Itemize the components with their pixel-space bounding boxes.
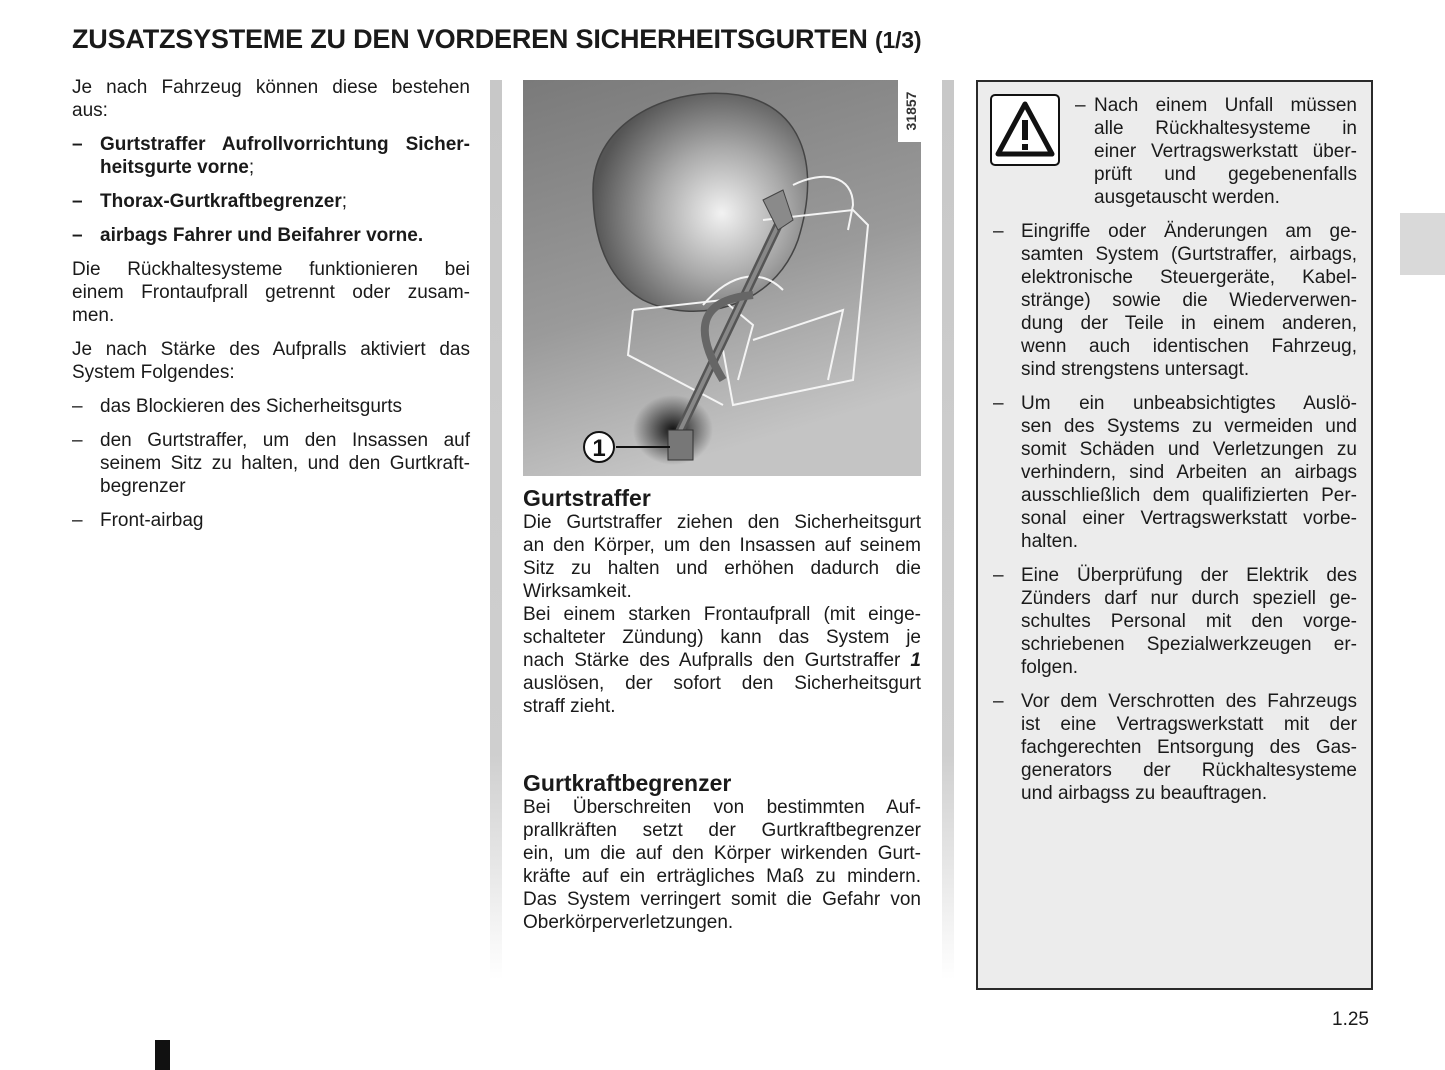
paragraph: [523, 511, 921, 603]
text-line: schultes Personal mit den vorge-: [1021, 611, 1357, 632]
text-line: sonal einer Vertragswerkstatt vorbe-: [1021, 508, 1357, 529]
text-line: halten.: [1021, 531, 1079, 552]
text-line: Je nach Fahrzeug können diese bestehen: [72, 77, 470, 98]
column-divider: [942, 80, 954, 980]
list-item: [72, 509, 470, 532]
text-line: aus:: [72, 100, 108, 121]
list-dash: –: [72, 191, 83, 212]
text-line: schriebenen Spezialwerkzeugen er-: [1021, 634, 1357, 655]
list-item: [993, 690, 1357, 805]
figure-reference-number: 31857: [903, 91, 919, 131]
text-segment: airbags Fahrer und Beifahrer vorne.: [100, 225, 424, 246]
text-line: den Gurtstraffer, um den Insassen auf: [100, 430, 470, 451]
text-line: prüft und gegebenenfalls: [1094, 164, 1357, 185]
text-line: schalteter Zündung) kann das System je: [523, 627, 921, 648]
text-line: verhindern, sind Arbeiten an airbags: [1021, 462, 1357, 483]
page-number: 1.25: [1332, 1009, 1369, 1030]
text-line: Eingriffe oder Änderungen am ge-: [1021, 221, 1357, 242]
text-line: sind strengstens untersagt.: [1021, 359, 1250, 380]
text-line: ein, um die auf den Körper wirkenden Gurt-: [523, 843, 921, 864]
text-line: Zünders darf nur durch speziell ge-: [1021, 588, 1357, 609]
text-line: begrenzer: [100, 476, 186, 497]
list-item: [993, 220, 1357, 381]
text-line: Oberkörperverletzungen.: [523, 912, 734, 933]
text-line: Front-airbag: [100, 510, 204, 531]
text-line: System Folgendes:: [72, 362, 235, 383]
text-line: Um ein unbeabsichtigtes Auslö-: [1021, 393, 1357, 414]
title-part: (1/3): [874, 27, 922, 53]
text-segment: ;: [248, 157, 255, 178]
text-line: das Blockieren des Sicherheitsgurts: [100, 396, 403, 417]
text-segment: 1: [910, 650, 921, 671]
text-line: Bei einem starken Frontaufprall (mit einge-: [523, 604, 921, 625]
list-item: [72, 395, 470, 418]
text-line: folgen.: [1021, 657, 1079, 678]
text-line: Nach einem Unfall müssen: [1094, 95, 1357, 116]
text-line: einer Vertragswerkstatt über-: [1094, 141, 1357, 162]
list-dash: –: [72, 430, 83, 451]
title-text: ZUSATZSYSTEME ZU DEN VORDEREN SICHERHEITSGURTEN: [72, 24, 868, 54]
text-line: ausgetauscht werden.: [1094, 187, 1280, 208]
text-line: elektronische Steuergeräte, Kabel-: [1021, 267, 1357, 288]
page-marker: [155, 1040, 170, 1070]
list-dash: –: [993, 393, 1004, 414]
text-line: prallkräften setzt der Gurtkraftbegrenzer: [523, 820, 921, 841]
text-line: Sitz zu halten und erhöhen dadurch die: [523, 558, 921, 579]
list-dash: –: [993, 565, 1004, 586]
chapter-tab: [1400, 213, 1445, 275]
text-line: Die Rückhaltesysteme funktionieren bei: [72, 259, 470, 280]
middle-column: [523, 485, 921, 945]
text-line: [100, 156, 470, 179]
text-line: wenn auch identischen Fahrzeug,: [1021, 336, 1357, 357]
text-line: Das System verringert somit die Gefahr von: [523, 889, 921, 910]
text-segment: nach Stärke des Aufpralls den Gurtstraffer: [523, 650, 911, 671]
left-column: [72, 76, 470, 543]
text-line: generators der Rückhaltesysteme: [1021, 760, 1357, 781]
text-line: ist eine Vertragswerkstatt mit der: [1021, 714, 1357, 735]
text-line: und airbagss zu beauftragen.: [1021, 783, 1268, 804]
text-line: Je nach Stärke des Aufpralls aktiviert das: [72, 339, 470, 360]
warning-first-item: [1075, 94, 1357, 220]
warning-list: [993, 220, 1357, 816]
list-dash: –: [72, 510, 83, 531]
text-line: [100, 190, 470, 213]
text-segment: ;: [341, 191, 348, 212]
text-line: an den Körper, um den Insassen auf seinem: [523, 535, 921, 556]
paragraph: [523, 603, 921, 718]
warning-triangle-icon: [990, 94, 1060, 166]
text-segment: heitsgurte vorne: [100, 157, 249, 178]
text-line: Die Gurtstraffer ziehen den Sicherheitsgurt: [523, 512, 921, 533]
text-line: samten System (Gurtstraffer, airbags,: [1021, 244, 1357, 265]
text-line: ausschließlich dem qualifizierten Per-: [1021, 485, 1357, 506]
text-line: men.: [72, 305, 115, 326]
list-item: [72, 429, 470, 498]
section-heading: Gurtstraffer: [523, 485, 651, 511]
text-line: auslösen, der sofort den Sicherheitsgurt: [523, 673, 921, 694]
text-line: stränge) sowie die Wiederverwen-: [1021, 290, 1357, 311]
list-dash: –: [72, 225, 83, 246]
text-line: [523, 649, 921, 672]
list-item: [993, 564, 1357, 679]
text-line: seinem Sitz zu halten, und den Gurtkraft-: [100, 453, 470, 474]
column-divider: [490, 80, 502, 980]
text-line: somit Schäden und Verletzungen zu: [1021, 439, 1357, 460]
text-line: straff zieht.: [523, 696, 616, 717]
paragraph: [72, 76, 470, 122]
list-dash: –: [72, 396, 83, 417]
paragraph: [72, 258, 470, 327]
text-line: fachgerechten Entsorgung des Gas-: [1021, 737, 1357, 758]
text-line: Eine Überprüfung der Elektrik des: [1021, 565, 1357, 586]
text-line: alle Rückhaltesysteme in: [1094, 118, 1357, 139]
text-line: dung der Teile in einem anderen,: [1021, 313, 1357, 334]
list-item: [72, 224, 470, 247]
list-dash: –: [993, 691, 1004, 712]
list-dash: –: [1075, 95, 1086, 116]
text-segment: Gurtstraffer Aufrollvorrichtung Sicher-: [100, 134, 470, 155]
list-dash: –: [72, 134, 83, 155]
page-title: [72, 24, 921, 55]
text-line: sen des Systems zu vermeiden und: [1021, 416, 1357, 437]
list-item: [993, 392, 1357, 553]
text-line: einem Frontaufprall getrennt oder zusam-: [72, 282, 470, 303]
section-heading: Gurtkraftbegrenzer: [523, 770, 732, 796]
text-line: [100, 224, 470, 247]
list-item: [1075, 94, 1357, 209]
text-line: kräfte auf ein erträgliches Maß zu mindern.: [523, 866, 921, 887]
text-line: [100, 133, 470, 156]
text-line: Wirksamkeit.: [523, 581, 632, 602]
list-item: [72, 133, 470, 179]
warning-box: [976, 80, 1373, 990]
text-line: Bei Überschreiten von bestimmten Auf-: [523, 797, 921, 818]
paragraph: [72, 338, 470, 384]
text-segment: Thorax-Gurtkraftbegrenzer: [100, 191, 342, 212]
list-item: [72, 190, 470, 213]
callout-number: 1: [592, 435, 606, 462]
list-dash: –: [993, 221, 1004, 242]
paragraph: [523, 796, 921, 934]
text-line: Vor dem Verschrotten des Fahrzeugs: [1021, 691, 1357, 712]
seatbelt-airbag-illustration: [523, 80, 921, 476]
